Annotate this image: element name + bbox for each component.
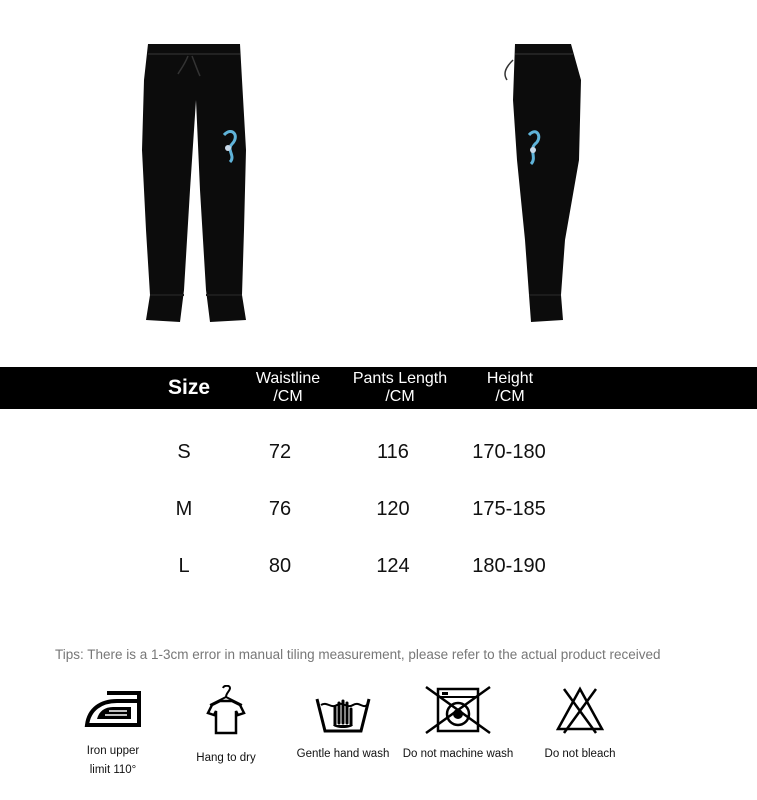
care-label-no-bleach: Do not bleach — [544, 748, 616, 760]
cell-length: 120 — [376, 498, 410, 520]
hand-wash-icon — [315, 685, 371, 735]
care-no-machine-wash — [398, 685, 518, 764]
header-size: Size — [167, 376, 211, 399]
cell-height: 175-185 — [472, 498, 546, 520]
cell-waist: 76 — [268, 498, 292, 520]
cell-length: 124 — [376, 555, 410, 577]
care-iron — [78, 685, 148, 780]
iron-icon — [83, 685, 143, 730]
cell-size: S — [177, 441, 191, 463]
hanger-shirt-icon — [204, 685, 248, 735]
header-height: Height /CM — [486, 370, 534, 405]
no-bleach-icon — [556, 685, 604, 735]
table-row — [0, 437, 757, 467]
care-label-hang: Hang to dry — [196, 752, 256, 764]
table-row — [0, 551, 757, 581]
pants-side-image — [495, 40, 585, 325]
table-row — [0, 494, 757, 524]
header-waistline: Waistline /CM — [255, 370, 321, 405]
cell-length: 116 — [377, 441, 409, 463]
size-table-header — [0, 367, 757, 409]
cell-height: 170-180 — [472, 441, 546, 463]
pants-front-image — [140, 40, 250, 325]
cell-height: 180-190 — [472, 555, 546, 577]
care-hang — [186, 685, 266, 768]
cell-size: M — [175, 498, 193, 520]
cell-size: L — [178, 555, 190, 577]
care-hand-wash — [293, 685, 393, 764]
cell-waist: 80 — [268, 555, 292, 577]
no-machine-wash-icon — [424, 685, 492, 735]
header-pants-length: Pants Length /CM — [352, 370, 448, 405]
tips-text: Tips: There is a 1-3cm error in manual tiling measurement, please refer to the actual product received — [55, 647, 661, 662]
care-label-no-machine-wash: Do not machine wash — [402, 748, 514, 760]
care-label-hand-wash: Gentle hand wash — [296, 748, 390, 760]
care-no-bleach — [535, 685, 625, 764]
cell-waist: 72 — [268, 441, 292, 463]
care-label-iron: Iron upper limit 110° — [86, 745, 140, 776]
